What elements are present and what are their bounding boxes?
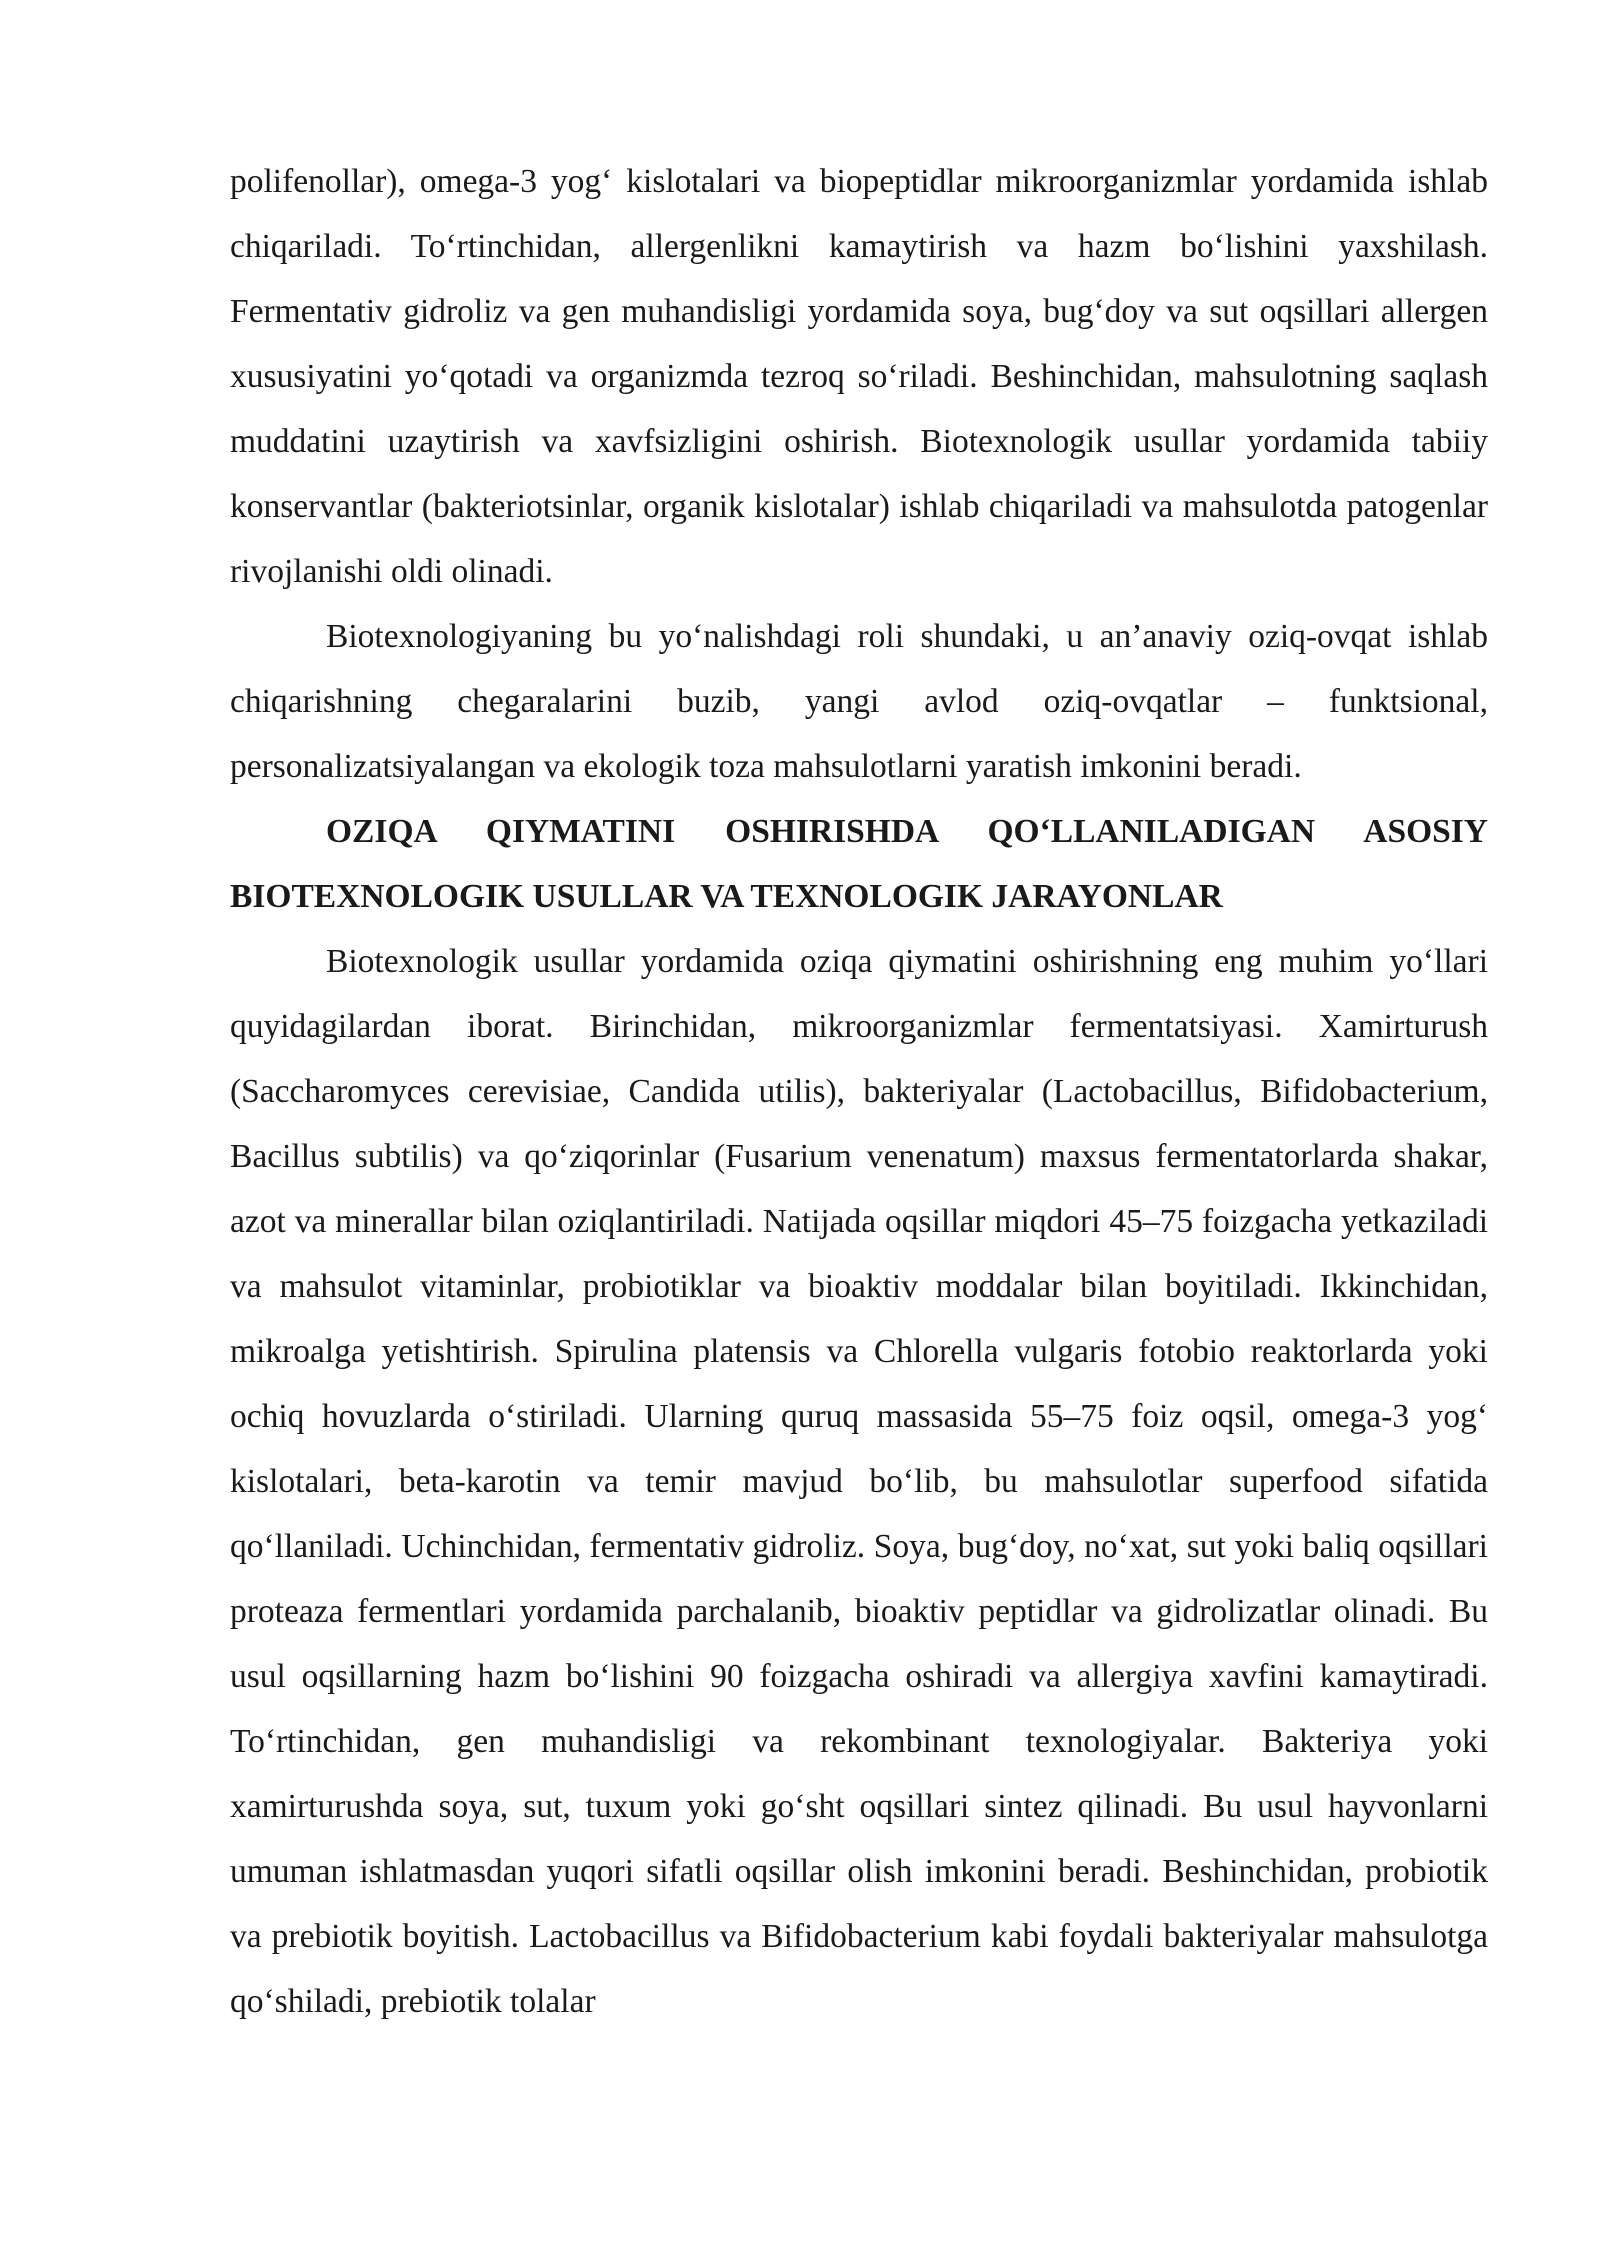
body-paragraph-continuation: polifenollar), omega-3 yog‘ kislotalari va biopeptidlar mikroorganizmlar yordamida ishlab chiqariladi. To‘rtinchidan, allergenlikni kamaytirish va hazm bo‘lishini yaxshilash. Fermentativ gidroliz va gen muhandisligi yordamida soya, bug‘doy va sut oqsillari allergen xususiyatini yo‘qotadi va organizmda tezroq so‘riladi. Beshinchidan, mahsulotning saqlash muddatini uzaytirish va xavfsizligini oshirish. Biotexnologik usullar yordamida tabiiy konservantlar (bakteriotsinlar, organik kislotalar) ishlab chiqariladi va mahsulotda patogenlar rivojlanishi oldi olinadi.: [230, 163, 1488, 590]
body-paragraph-role-of-biotechnology: Biotexnologiyaning bu yo‘nalishdagi roli shundaki, u an’anaviy oziq-ovqat ishlab chiqarishning chegaralarini buzib, yangi avlod oziq-ovqatlar – funktsional, personalizatsiyalangan va ekologik toza mahsulotlarni yaratish imkonini beradi.: [230, 618, 1488, 785]
document-page: [230, 149, 1488, 2034]
section-heading: OZIQA QIYMATINI OSHIRISHDA QO‘LLANILADIGAN ASOSIY BIOTEXNOLOGIK USULLAR VA TEXNOLOGIK JARAYONLAR: [230, 813, 1488, 915]
body-paragraph-methods: Biotexnologik usullar yordamida oziqa qiymatini oshirishning eng muhim yo‘llari quyidagilardan iborat. Birinchidan, mikroorganizmlar fermentatsiyasi. Xamirturush (Saccharomyces cerevisiae, Candida utilis), bakteriyalar (Lactobacillus, Bifidobacterium, Bacillus subtilis) va qo‘ziqorinlar (Fusarium venenatum) maxsus fermentatorlarda shakar, azot va minerallar bilan oziqlantiriladi. Natijada oqsillar miqdori 45–75 foizgacha yetkaziladi va mahsulot vitaminlar, probiotiklar va bioaktiv moddalar bilan boyitiladi. Ikkinchidan, mikroalga yetishtirish. Spirulina platensis va Chlorella vulgaris fotobio reaktorlarda yoki ochiq hovuzlarda o‘stiriladi. Ularning quruq massasida 55–75 foiz oqsil, omega-3 yog‘ kislotalari, beta-karotin va temir mavjud bo‘lib, bu mahsulotlar superfood sifatida qo‘llaniladi. Uchinchidan, fermentativ gidroliz. Soya, bug‘doy, no‘xat, sut yoki baliq oqsillari proteaza fermentlari yordamida parchalanib, bioaktiv peptidlar va gidrolizatlar olinadi. Bu usul oqsillarning hazm bo‘lishini 90 foizgacha oshiradi va allergiya xavfini kamaytiradi. To‘rtinchidan, gen muhandisligi va rekombinant texnologiyalar. Bakteriya yoki xamirturushda soya, sut, tuxum yoki go‘sht oqsillari sintez qilinadi. Bu usul hayvonlarni umuman ishlatmasdan yuqori sifatli oqsillar olish imkonini beradi. Beshinchidan, probiotik va prebiotik boyitish. Lactobacillus va Bifidobacterium kabi foydali bakteriyalar mahsulotga qo‘shiladi, prebiotik tolalar: [230, 943, 1488, 2020]
